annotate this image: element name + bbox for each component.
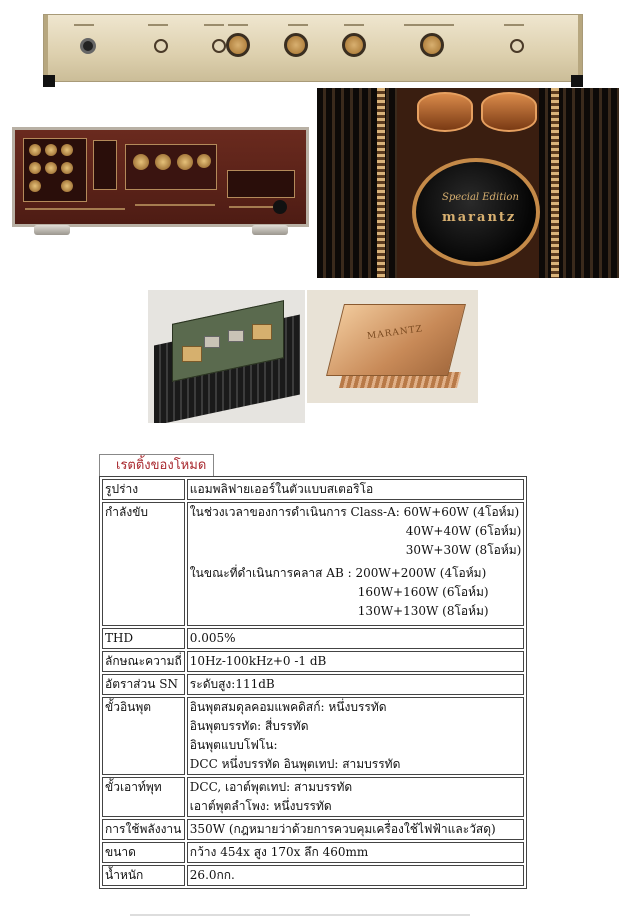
headphone-jack <box>80 38 96 54</box>
spec-title: เรตติ้งของโหมด <box>99 454 214 476</box>
spec-value: DCC, เอาต์พุตเทป: สามบรรทัด เอาต์พุตลำโพง: หนึ่งบรรทัด <box>187 777 525 817</box>
spec-row-frequency <box>102 651 524 672</box>
power-amp-module-photo <box>148 290 305 423</box>
spec-label: อัตราส่วน SN <box>102 674 185 695</box>
spec-label: THD <box>102 628 185 649</box>
spec-value: ในช่วงเวลาของการดำเนินการ Class-A: 60W+60W (4โอห์ม) 40W+40W (6โอห์ม) 30W+30W (8โอห์ม) ในขณะที่ดำเนินการคลาส AB : 200W+200W (4โอห์ม) 160W+160W (6โอห์ม) 130W+130W (8โอห์ม) <box>187 502 525 626</box>
spec-row-power <box>102 502 524 626</box>
spec-label: น้ำหนัก <box>102 865 185 886</box>
divider <box>130 914 470 916</box>
spec-value: แอมพลิฟายเออร์ในตัวแบบสเตอริโอ <box>187 479 525 500</box>
spec-label: ลักษณะความถี่ <box>102 651 185 672</box>
spec-table <box>99 476 527 889</box>
amplifier-front-panel-photo <box>43 14 583 82</box>
spec-row-shape <box>102 479 524 500</box>
amplifier-rear-panel-photo <box>12 127 309 227</box>
spec-label: รูปร่าง <box>102 479 185 500</box>
toroidal-transformer <box>412 158 540 266</box>
amplifier-interior-photo <box>317 88 619 278</box>
spec-value: 10Hz-100kHz+0 -1 dB <box>187 651 525 672</box>
spec-label: กำลังขับ <box>102 502 185 626</box>
spec-row-size <box>102 842 524 863</box>
spec-label: ขนาด <box>102 842 185 863</box>
spec-label: การใช้พลังงาน <box>102 819 185 840</box>
spec-value: อินพุตสมดุลคอมแพคดิสก์: หนึ่งบรรทัด อินพุตบรรทัด: สี่บรรทัด อินพุตแบบโฟโน: DCC หนึ่งบรรทัด อินพุตเทป: สามบรรทัด <box>187 697 525 775</box>
spec-value: กว้าง 454x สูง 170x ลึก 460mm <box>187 842 525 863</box>
logo-script: Special Edition <box>442 192 519 203</box>
spec-row-thd <box>102 628 524 649</box>
spec-row-outputs <box>102 777 524 817</box>
spec-label: ขั้วเอาท์พุท <box>102 777 185 817</box>
spec-value: 0.005% <box>187 628 525 649</box>
spec-row-consumption <box>102 819 524 840</box>
spec-label: ขั้วอินพุต <box>102 697 185 775</box>
spec-row-sn <box>102 674 524 695</box>
brand-logo: marantz <box>442 210 517 225</box>
gold-module-photo <box>307 290 478 403</box>
spec-value: 26.0กก. <box>187 865 525 886</box>
spec-value: 350W (กฎหมายว่าด้วยการควบคุมเครื่องใช้ไฟฟ้าและวัสดุ) <box>187 819 525 840</box>
spec-row-inputs <box>102 697 524 775</box>
spec-value: ระดับสูง:111dB <box>187 674 525 695</box>
spec-row-weight <box>102 865 524 886</box>
module-label: MARANTZ <box>366 324 424 342</box>
